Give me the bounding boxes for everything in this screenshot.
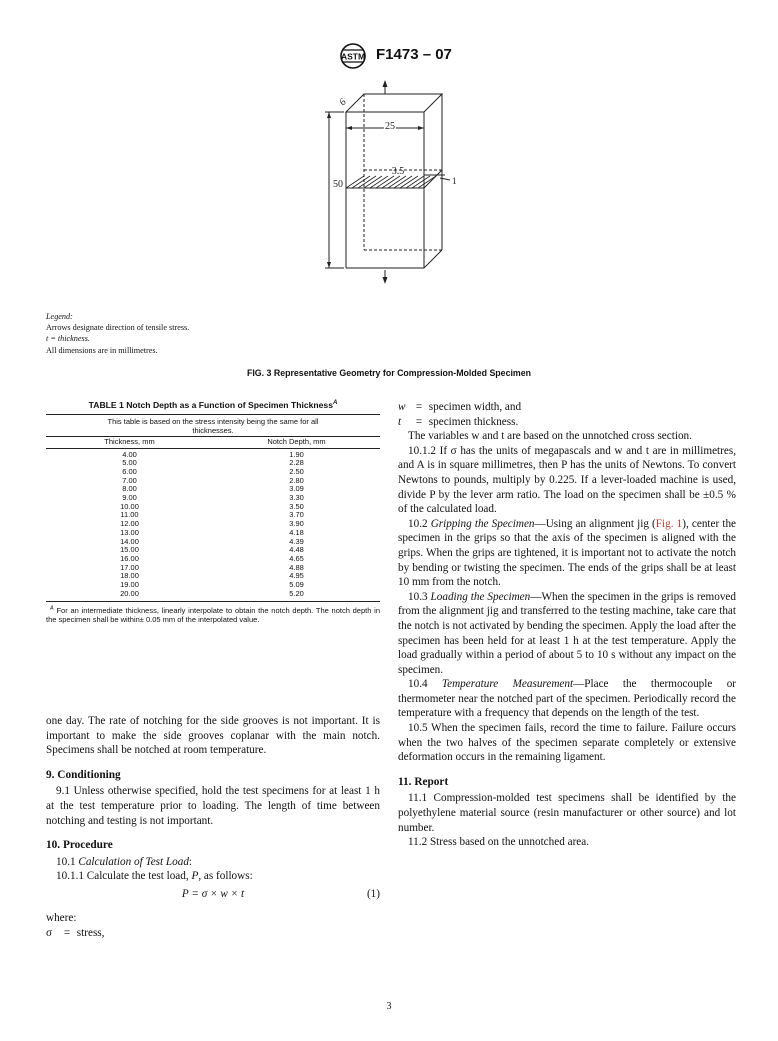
section-heading: 9. Conditioning bbox=[46, 768, 121, 781]
notch-depth-cell: 4.95 bbox=[289, 571, 304, 581]
table-note: This table is based on the stress intensity being the same for all thicknesses. bbox=[107, 416, 319, 435]
right-column bbox=[398, 400, 736, 850]
equation: P = σ × w × t bbox=[181, 887, 245, 900]
variable-definition: t = specimen thickness. bbox=[398, 415, 519, 428]
notch-depth-cell: 2.50 bbox=[289, 466, 304, 476]
notch-depth-cell: 3.50 bbox=[289, 501, 304, 511]
notch-depth-table bbox=[46, 437, 380, 599]
notch-depth-cell: 4.39 bbox=[289, 536, 304, 546]
legend-title: Legend: bbox=[46, 312, 73, 321]
left-column bbox=[46, 714, 380, 940]
notch-depth-cell: 3.09 bbox=[289, 484, 304, 494]
table-row bbox=[46, 477, 380, 486]
table-row bbox=[46, 538, 380, 547]
notch-depth-cell: 3.90 bbox=[289, 519, 304, 529]
notch-depth-cell: 3.70 bbox=[289, 510, 304, 520]
table-title bbox=[46, 398, 380, 411]
legend-line: Arrows designate direction of tensile stress. bbox=[46, 323, 190, 333]
table-row bbox=[46, 451, 380, 460]
legend-line: All dimensions are in millimetres. bbox=[46, 345, 158, 355]
notch-depth-cell: 5.09 bbox=[289, 580, 304, 590]
notch-depth-cell: 4.88 bbox=[289, 562, 304, 572]
table-row bbox=[46, 503, 380, 512]
thickness-cell: 14.00 bbox=[120, 536, 139, 546]
paragraph: 10.1.2 If σ has the units of megapascals and w and t are in millimetres, and A is in square millimetres, then P has the units of Newtons. To convert Newtons to pounds, multiply by 0.225. If a lever-loaded machine is used, divide P by the lever arm ratio. The load on the specimen shall be ±0.5 % of the calculated load. bbox=[398, 444, 736, 516]
table-title-text: TABLE 1 Notch Depth as a Function of Specimen Thickness bbox=[88, 399, 333, 410]
paragraph: The variables w and t are based on the unnotched cross section. bbox=[408, 430, 692, 443]
thickness-cell: 11.00 bbox=[120, 510, 139, 520]
thickness-cell: 18.00 bbox=[120, 571, 139, 581]
thickness-cell: 13.00 bbox=[120, 527, 139, 537]
figure-legend bbox=[46, 311, 446, 356]
footnote-mark: A bbox=[50, 605, 54, 612]
paragraph: 9.1 Unless otherwise specified, hold the test specimens for at least 1 h at the test temperature prior to loading. The length of time between notching and testing is not important. bbox=[46, 785, 380, 827]
subsection-title: Temperature Measurement bbox=[441, 678, 574, 691]
thickness-cell: 4.00 bbox=[122, 449, 137, 459]
thickness-cell: 20.00 bbox=[120, 588, 139, 598]
section-heading: 10. Procedure bbox=[46, 839, 113, 852]
thickness-cell: 5.00 bbox=[122, 458, 137, 468]
fig-1-link[interactable]: Fig. 1 bbox=[655, 517, 683, 530]
paragraph: 11.2 Stress based on the unnotched area. bbox=[408, 836, 590, 849]
thickness-cell: 7.00 bbox=[122, 475, 137, 485]
svg-text:ASTM: ASTM bbox=[340, 51, 366, 62]
document-designation: F1473 – 07 bbox=[376, 46, 452, 63]
thickness-cell: 19.00 bbox=[120, 580, 139, 590]
notch-callout: 1 bbox=[452, 176, 457, 186]
subsection-title: Loading the Specimen bbox=[430, 590, 531, 603]
paragraph: 10.1 Calculation of Test Load: bbox=[56, 855, 193, 868]
table-row bbox=[46, 590, 380, 599]
table-row bbox=[46, 468, 380, 477]
notch-depth-cell: 2.80 bbox=[289, 475, 304, 485]
notch-depth-cell: 4.48 bbox=[289, 545, 304, 555]
thickness-cell: 9.00 bbox=[122, 493, 137, 503]
table-row bbox=[46, 520, 380, 529]
thickness-cell: 10.00 bbox=[120, 501, 139, 511]
table-title-sup: A bbox=[332, 400, 338, 406]
thickness-cell: 15.00 bbox=[120, 545, 139, 555]
notch-depth-cell: 4.65 bbox=[289, 554, 304, 563]
notch-depth-cell: 4.18 bbox=[289, 527, 304, 537]
table-footnote bbox=[46, 605, 380, 625]
table-col-header: Notch Depth, mm bbox=[267, 436, 326, 446]
subsection-title: Gripping the Specimen bbox=[430, 517, 535, 530]
page-number: 3 bbox=[386, 1001, 392, 1012]
specimen-drawing bbox=[320, 80, 470, 302]
paragraph: 10.2 Gripping the Specimen—Using an alignment jig (Fig. 1), center the specimen in the grips so that the axis of the specimen is aligned with the grips. When the grips are tightened, it is important not to activate the notch by bending or twisting the specimen. The ends of the grips shall be at least 10 mm from the notch. bbox=[398, 517, 736, 589]
dim-width-label: 25 bbox=[385, 121, 395, 132]
table-row bbox=[46, 529, 380, 538]
subsection-title: Calculation of Test Load bbox=[78, 855, 189, 868]
table-row bbox=[46, 546, 380, 555]
astm-logo bbox=[333, 40, 373, 72]
table-row bbox=[46, 511, 380, 520]
equation-number: (1) bbox=[366, 887, 380, 900]
thickness-cell: 17.00 bbox=[120, 562, 139, 572]
footnote-text: For an intermediate thickness, linearly interpolate to obtain the notch depth. The notch depth in the specimen shall be within± 0.05 mm of the interpolated value. bbox=[46, 606, 380, 625]
table-row bbox=[46, 494, 380, 503]
table-row bbox=[46, 485, 380, 494]
table-row bbox=[46, 555, 380, 564]
table-1 bbox=[46, 398, 380, 624]
paragraph: one day. The rate of notching for the side grooves is not important. It is important to make the side grooves coplanar with the main notch. Specimens shall be notched at room temperature. bbox=[46, 715, 380, 757]
notch-depth-cell: 5.20 bbox=[289, 588, 304, 598]
table-row bbox=[46, 581, 380, 590]
thickness-cell: 12.00 bbox=[120, 519, 139, 529]
table-row bbox=[46, 572, 380, 581]
paragraph: 10.5 When the specimen fails, record the time to failure. Failure occurs when the two halves of the specimen separate completely or extensive deformation occurs in the remaining ligament. bbox=[398, 722, 736, 764]
thickness-cell: 16.00 bbox=[120, 554, 139, 563]
figure-caption: FIG. 3 Representative Geometry for Compression-Molded Specimen bbox=[246, 368, 531, 378]
table-header-row bbox=[46, 437, 380, 447]
paragraph: 10.4 Temperature Measurement—Place the thermocouple or thermometer near the notched part of the specimen. Periodically record the temperature with a frequency that depends on the length of the test. bbox=[398, 678, 737, 720]
dim-thickness-label: 6 bbox=[337, 96, 349, 109]
equation-block bbox=[46, 887, 380, 905]
dim-notch-label: 3.5 bbox=[391, 166, 405, 177]
paragraph: 10.3 Loading the Specimen—When the specimen in the grips is removed from the alignment jig and transferred to the testing machine, take care that the notch is not activated by bending the specimen. Apply the load after the specimen has been held for at least 1 h at the test temperature. Apply the load gradually within a period of about 5 to 10 s without any impact on the specimen. bbox=[398, 590, 736, 676]
variable-definition: σ = stress, bbox=[46, 926, 105, 939]
section-heading: 11. Report bbox=[398, 775, 449, 788]
table-row bbox=[46, 459, 380, 468]
paragraph: 11.1 Compression-molded test specimens shall be identified by the polyethylene material source (resin manufacturer or other source) and lot number. bbox=[398, 792, 736, 834]
legend-line: t = thickness. bbox=[46, 334, 90, 344]
where-label: where: bbox=[46, 911, 77, 924]
table-col-header: Thickness, mm bbox=[104, 436, 155, 446]
thickness-cell: 8.00 bbox=[122, 484, 137, 494]
dim-length-label: 50 bbox=[333, 179, 343, 190]
notch-depth-cell: 1.90 bbox=[289, 449, 304, 459]
variable-definition: w = specimen width, and bbox=[398, 401, 522, 413]
thickness-cell: 6.00 bbox=[122, 466, 137, 476]
notch-depth-cell: 3.30 bbox=[289, 493, 304, 503]
table-row bbox=[46, 564, 380, 573]
notch-depth-cell: 2.28 bbox=[289, 458, 304, 468]
paragraph: 10.1.1 Calculate the test load, P, as follows: bbox=[56, 870, 253, 883]
